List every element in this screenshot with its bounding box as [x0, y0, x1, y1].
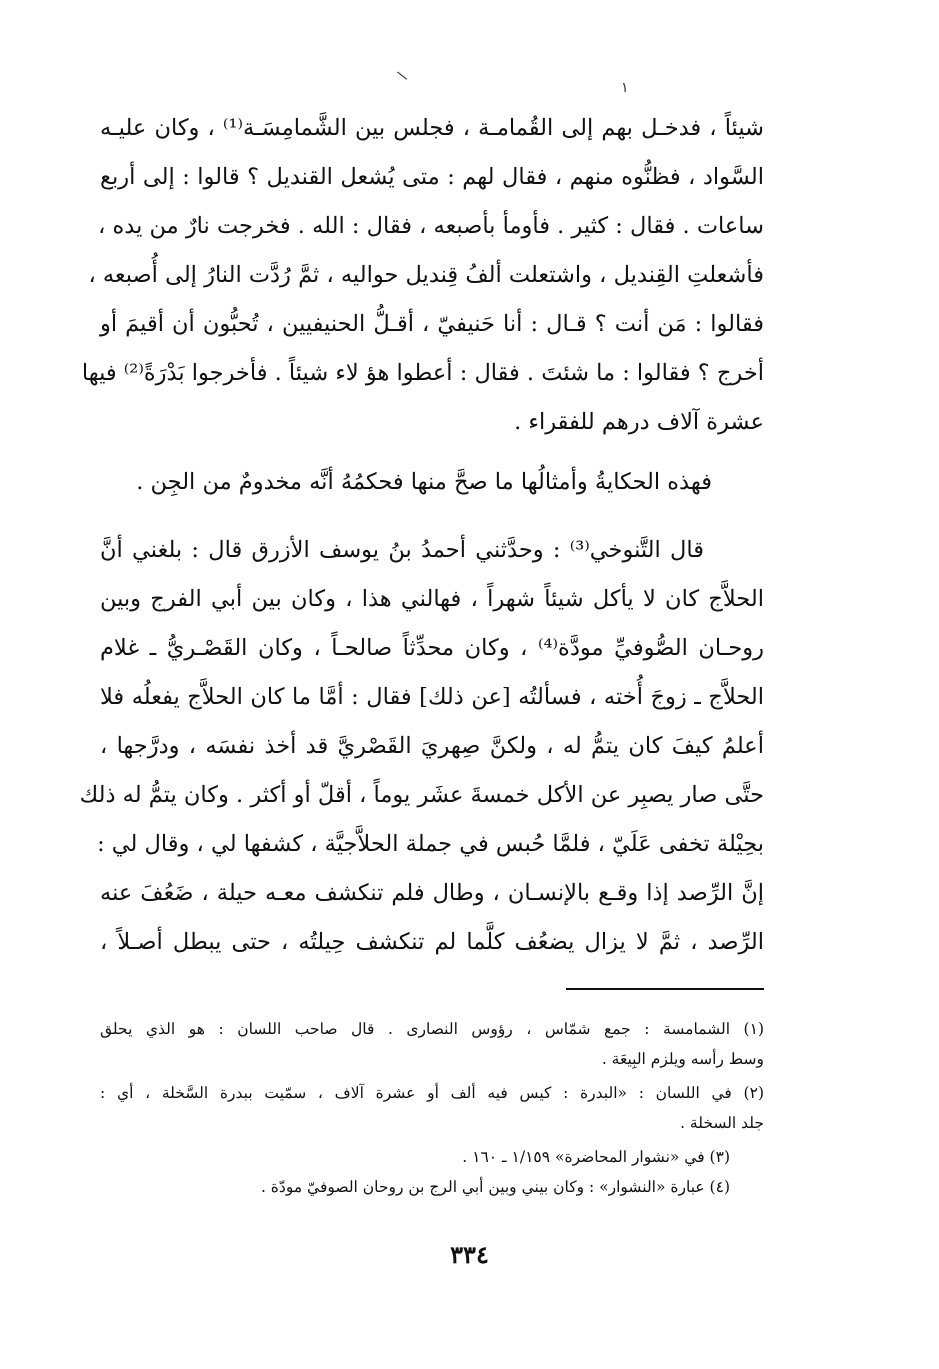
text-line: إنَّ الرِّصد إذا وقـع بالإنسـان ، وطال فلم تنكشف معـه حيلة ، ضَعُفَ عنه — [100, 880, 764, 906]
text-line: الحلاَّج كان لا يأكل شيئاً شهراً ، فهالني هذا ، وكان بين أبي الفرج وبين — [100, 586, 764, 612]
page-number: ٣٣٤ — [450, 1240, 489, 1269]
text-line: روحـان الصُّوفيِّ مودَّة⁽⁴⁾ ، وكان محدِّثاً صالحـاً ، وكان القَصْـريُّ ـ غلام — [100, 635, 764, 661]
text-line: فهذه الحكايةُ وأمثالُها ما صحَّ منها فحكمُهُ أنَّه مخدومٌ من الجِن . — [136, 469, 712, 495]
text-line: فأشعلتِ القِنديل ، واشتعلت ألفُ قِنديل حواليه ، ثمَّ رُدَّت النارُ إلى أُصبعه ، — [88, 262, 764, 288]
footnotes — [100, 1014, 764, 1202]
stray-mark: ١ — [621, 80, 629, 96]
footnote-line: (٢) في اللسان : «البدرة : كيس فيه ألف أو عشرة آلاف ، سمّيت ببدرة السَّخلة ، أي : — [100, 1084, 764, 1102]
text-line: قال التَّنوخي⁽³⁾ : وحدَّثني أحمدُ بنُ يوسف الأزرق قال : بلغني أنَّ — [100, 537, 705, 563]
text-line: عشرة آلاف درهم للفقراء . — [514, 409, 764, 435]
paragraph-3 — [79, 526, 764, 967]
text-line: شيئاً ، فدخـل بهم إلى القُمامـة ، فجلس بين الشَّمامِسَـة⁽¹⁾ ، وكان عليـه — [100, 115, 764, 141]
footnote-separator — [566, 988, 764, 990]
text-line: فقالوا : مَن أنت ؟ قـال : أنا حَنيفيّ ، أقـلُّ الحنيفيين ، تُحبُّون أن أقيمَ أو — [100, 311, 764, 337]
footnote-2 — [100, 1078, 764, 1138]
footnote-line: (٤) عبارة «النشوار» : وكان بيني وبين أبي الرج بن روحان الصوفيّ مودّة . — [260, 1178, 730, 1196]
footnote-line: وسط رأسه ويلزم البِيعَة . — [601, 1050, 764, 1068]
text-line: السَّواد ، فظنُّوه منهم ، فقال لهم : متى يُشعل القنديل ؟ قالوا : إلى أربع — [100, 164, 764, 190]
text-line: الرِّصد ، ثمَّ لا يزال يضعُف كلَّما لم تنكشف حِيلتُه ، حتى يبطل أصـلاً ، — [100, 929, 764, 955]
text-line: الحلاَّج ـ زوجَ أُخته ، فسألتُه [عن ذلك] فقال : أمَّا ما كان الحلاَّج يفعلُه فلا — [100, 684, 764, 710]
paragraph-2 — [100, 458, 764, 507]
footnote-line: (١) الشمامسة : جمع شمّاس ، رؤوس النصارى . قال صاحب اللسان : هو الذي يحلق — [100, 1020, 764, 1038]
footnote-4 — [100, 1172, 764, 1202]
footnote-1 — [100, 1014, 764, 1074]
paragraph-1 — [81, 104, 764, 447]
stray-mark: \ — [395, 68, 409, 84]
text-line: حتَّى صار يصبِر عن الأكل خمسةَ عشَر يوماً ، أقلّ أو أكثر . وكان يتمُّ له ذلك — [79, 782, 764, 808]
text-line: أعلمُ كيفَ كان يتمُّ له ، ولكنَّ صِهريَ القَصْريَّ قد أخذ نفسَه ، ودرَّجها ، — [100, 733, 764, 759]
text-line: بحِيْلة تخفى عَلَيّ ، فلمَّا حُبس في جملة الحلاَّجيَّة ، كشفها لي ، وقال لي : — [97, 831, 764, 857]
text-line: أخرج ؟ فقالوا : ما شئتَ . فقال : أعطوا هؤ لاء شيئاً . فأخرجوا بَدْرَةً⁽²⁾ فيها — [81, 360, 764, 386]
footnote-line: جلد السخلة . — [680, 1114, 764, 1132]
footnote-line: (٣) في «نشوار المحاضرة» ١/١٥٩ ـ ١٦٠ . — [462, 1148, 730, 1166]
text-line: ساعات . فقال : كثير . فأومأ بأصبعه ، فقال : الله . فخرجت نارٌ من يده ، — [98, 213, 764, 239]
footnote-3 — [100, 1142, 764, 1172]
